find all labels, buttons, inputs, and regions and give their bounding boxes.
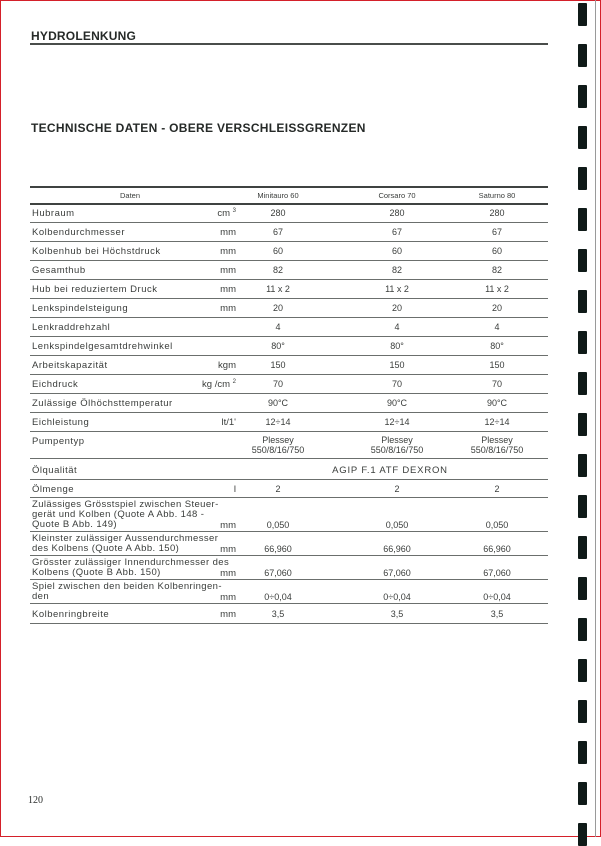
value-minitauro: 4 (275, 322, 281, 332)
value-corsaro: 67,060 (383, 568, 411, 578)
row-label: Kleinster zulässiger Aussendurchmesser des Kolbens (Quote A Abb. 150) (32, 533, 219, 554)
value-saturno: 66,960 (483, 544, 511, 554)
value-corsaro: 2 (394, 484, 400, 494)
table-row (30, 606, 548, 624)
table-row (30, 224, 548, 242)
value-minitauro: 150 (270, 360, 286, 370)
table-row (30, 300, 548, 318)
value-corsaro: 0÷0,04 (383, 592, 411, 602)
row-unit: l (233, 484, 236, 495)
value-saturno: Plessey 550/8/16/750 (470, 435, 524, 455)
row-label: Lenkspindelgesamtdrehwinkel (32, 341, 173, 352)
binding-hole-mark (578, 536, 587, 559)
table-row (30, 414, 548, 432)
binding-hole-mark (578, 85, 587, 108)
section-divider (30, 43, 548, 45)
table-row (30, 581, 548, 604)
value-saturno: 3,5 (490, 609, 504, 619)
row-label: Lenkraddrehzahl (32, 322, 111, 333)
table-row (30, 376, 548, 394)
binding-hole-mark (578, 331, 587, 354)
page-edge-line (595, 0, 596, 837)
binding-hole-mark (578, 618, 587, 641)
row-label: Spiel zwischen den beiden Kolbenringen- den (32, 581, 222, 602)
value-saturno: 70 (491, 379, 502, 389)
binding-hole-mark (578, 577, 587, 600)
row-unit: mm (220, 592, 236, 603)
row-label: Ölmenge (32, 484, 75, 495)
binding-hole-marks (578, 0, 587, 837)
value-corsaro: 67 (391, 227, 402, 237)
value-minitauro: 11 x 2 (266, 284, 290, 294)
binding-hole-mark (578, 249, 587, 272)
value-minitauro: 67 (272, 227, 283, 237)
value-minitauro: 0,050 (266, 520, 290, 530)
row-unit: cm $^3$ (217, 208, 236, 220)
row-unit: kgm (218, 360, 236, 371)
value-corsaro: 82 (391, 265, 402, 275)
value-minitauro: 67,060 (264, 568, 292, 578)
value-saturno: 150 (489, 360, 505, 370)
row-label: Arbeitskapazität (32, 360, 108, 371)
row-label: Eichdruck (32, 379, 79, 390)
row-label: Grösster zulässiger Innendurchmesser des Kolbens (Quote B Abb. 150) (32, 557, 230, 578)
value-corsaro: 60 (391, 246, 402, 256)
value-minitauro: 20 (272, 303, 283, 313)
value-saturno: 60 (491, 246, 502, 256)
value-saturno: 11 x 2 (485, 284, 509, 294)
row-label: Pumpentyp (32, 436, 85, 447)
table-row (30, 395, 548, 413)
value-minitauro: Plessey 550/8/16/750 (251, 435, 305, 455)
binding-hole-mark (578, 700, 587, 723)
value-saturno: 90°C (486, 398, 508, 408)
row-unit: kg /cm $^2$ (202, 379, 236, 391)
value-saturno: 80° (490, 341, 504, 351)
column-header-daten: Daten (119, 191, 140, 200)
value-minitauro: 280 (270, 208, 286, 218)
table-row (30, 557, 548, 580)
value-minitauro: 0÷0,04 (264, 592, 292, 602)
binding-hole-mark (578, 372, 587, 395)
table-row (30, 243, 548, 261)
table-row (30, 357, 548, 375)
row-unit: mm (220, 544, 236, 555)
value-saturno: 67 (491, 227, 502, 237)
value-minitauro: 66,960 (264, 544, 292, 554)
binding-hole-mark (578, 659, 587, 682)
section-title: HYDROLENKUNG (31, 29, 137, 43)
row-unit: lt/1' (221, 417, 236, 428)
row-label: Zulässiges Grösstspiel zwischen Steuer- gerät und Kolben (Quote A Abb. 148 - Quote B Abb. 149) (32, 499, 219, 530)
value-saturno: 82 (491, 265, 502, 275)
binding-hole-mark (578, 413, 587, 436)
value-corsaro: 11 x 2 (385, 284, 409, 294)
row-label: Lenkspindelsteigung (32, 303, 129, 314)
value-corsaro: 150 (389, 360, 405, 370)
value-minitauro: 60 (272, 246, 283, 256)
row-label: Hub bei reduziertem Druck (32, 284, 158, 295)
row-label: Kolbenhub bei Höchstdruck (32, 246, 161, 257)
page-number: 120 (28, 795, 43, 806)
row-unit: mm (220, 520, 236, 531)
table-row (30, 319, 548, 337)
table-row (30, 262, 548, 280)
table-row (30, 433, 548, 459)
table-row (30, 463, 548, 480)
table-row (30, 205, 548, 223)
table-row (30, 281, 548, 299)
value-saturno: 20 (491, 303, 502, 313)
binding-hole-mark (578, 126, 587, 149)
value-corsaro: 0,050 (385, 520, 409, 530)
row-label: Ölqualität (32, 465, 78, 476)
merged-value-oil-quality: AGIP F.1 ATF DEXRON (332, 465, 448, 476)
table-row (30, 533, 548, 556)
row-label: Gesamthub (32, 265, 86, 276)
row-unit: mm (220, 246, 236, 257)
row-label: Eichleistung (32, 417, 90, 428)
row-unit: mm (220, 609, 236, 620)
binding-hole-mark (578, 454, 587, 477)
row-unit: mm (220, 284, 236, 295)
table-row (30, 499, 548, 532)
column-header-corsaro-70: Corsaro 70 (378, 191, 416, 200)
value-corsaro: 80° (390, 341, 404, 351)
row-label: Kolbenringbreite (32, 609, 110, 620)
value-saturno: 67,060 (483, 568, 511, 578)
value-saturno: 2 (494, 484, 500, 494)
value-minitauro: 2 (275, 484, 281, 494)
value-minitauro: 70 (272, 379, 283, 389)
value-corsaro: 66,960 (383, 544, 411, 554)
value-minitauro: 90°C (267, 398, 289, 408)
value-corsaro: Plessey 550/8/16/750 (370, 435, 424, 455)
row-unit: mm (220, 227, 236, 238)
value-saturno: 4 (494, 322, 500, 332)
value-corsaro: 4 (394, 322, 400, 332)
row-unit: mm (220, 568, 236, 579)
binding-hole-mark (578, 44, 587, 67)
value-corsaro: 3,5 (390, 609, 404, 619)
page-subtitle: TECHNISCHE DATEN - OBERE VERSCHLEISSGRENZEN (31, 121, 366, 135)
value-saturno: 0,050 (485, 520, 509, 530)
binding-hole-mark (578, 290, 587, 313)
row-unit: mm (220, 303, 236, 314)
row-label: Kolbendurchmesser (32, 227, 125, 238)
row-unit: mm (220, 265, 236, 276)
binding-hole-mark (578, 823, 587, 846)
value-corsaro: 280 (389, 208, 405, 218)
column-header-saturno-80: Saturno 80 (478, 191, 516, 200)
value-saturno: 12÷14 (484, 417, 510, 427)
binding-hole-mark (578, 167, 587, 190)
value-corsaro: 70 (391, 379, 402, 389)
value-saturno: 0÷0,04 (483, 592, 511, 602)
value-corsaro: 90°C (386, 398, 408, 408)
row-label: Hubraum (32, 208, 75, 219)
value-corsaro: 12÷14 (384, 417, 410, 427)
value-saturno: 280 (489, 208, 505, 218)
row-label: Zulässige Ölhöchsttemperatur (32, 398, 173, 409)
value-minitauro: 80° (271, 341, 285, 351)
binding-hole-mark (578, 782, 587, 805)
binding-hole-mark (578, 3, 587, 26)
binding-hole-mark (578, 208, 587, 231)
value-minitauro: 12÷14 (265, 417, 291, 427)
table-row (30, 481, 548, 498)
binding-hole-mark (578, 495, 587, 518)
value-minitauro: 3,5 (271, 609, 285, 619)
column-header-minitauro-60: Minitauro 60 (257, 191, 299, 200)
table-row (30, 338, 548, 356)
binding-hole-mark (578, 741, 587, 764)
value-corsaro: 20 (391, 303, 402, 313)
value-minitauro: 82 (272, 265, 283, 275)
